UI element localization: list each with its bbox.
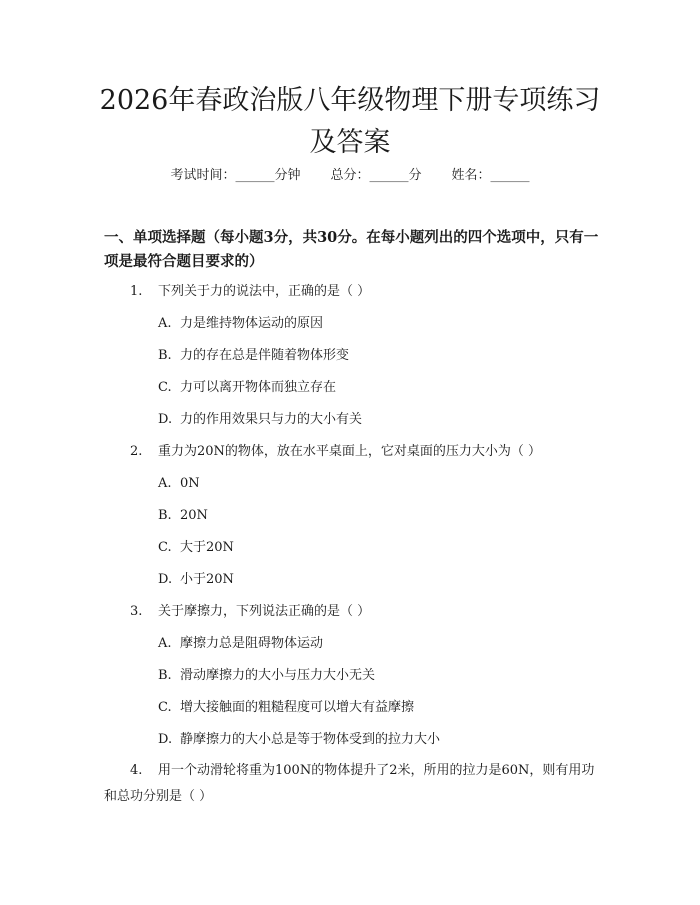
question-4 [104, 758, 600, 810]
option-letter: B. [158, 668, 172, 683]
option-letter: C. [158, 700, 172, 715]
option-text: 摩擦力总是阻碍物体运动 [180, 636, 324, 651]
page-title: 2026年春政治版八年级物理下册专项练习及答案 [99, 85, 601, 158]
option-text: 静摩擦力的大小总是等于物体受到的拉力大小 [180, 732, 441, 747]
option [158, 474, 200, 494]
question-number: 2. [130, 444, 143, 459]
option [158, 730, 440, 750]
option [158, 378, 336, 398]
option [158, 634, 323, 654]
option-letter: C. [158, 540, 172, 555]
option-text: 力的作用效果只与力的大小有关 [180, 412, 363, 427]
option [158, 666, 375, 686]
question-text: 下列关于力的说法中，正确的是（ ） [158, 284, 371, 299]
option-text: 20N [180, 508, 208, 523]
student-name-label: 姓名：______ [451, 168, 530, 183]
section-heading: 一、单项选择题（每小题3分，共30分。在每小题列出的四个选项中，只有一项是最符合题目要求的） [104, 229, 599, 270]
option-text: 大于20N [180, 540, 234, 555]
question-1 [130, 282, 370, 302]
question-number: 4. [130, 763, 143, 778]
option-letter: D. [158, 732, 173, 747]
option-text: 滑动摩擦力的大小与压力大小无关 [180, 668, 376, 683]
option-letter: D. [158, 412, 173, 427]
option [158, 346, 349, 366]
question-2 [130, 442, 541, 462]
question-text: 关于摩擦力，下列说法正确的是（ ） [158, 604, 371, 619]
option-text: 小于20N [180, 572, 234, 587]
option-letter: D. [158, 572, 173, 587]
option-letter: C. [158, 380, 172, 395]
option-text: 力可以离开物体而独立存在 [180, 380, 337, 395]
option-letter: B. [158, 508, 172, 523]
total-score-label: 总分：______分 [330, 168, 422, 183]
exam-time-label: 考试时间：______分钟 [170, 168, 301, 183]
option-letter: B. [158, 348, 172, 363]
question-3 [130, 602, 370, 622]
option [158, 314, 323, 334]
option-text: 力是维持物体运动的原因 [180, 316, 324, 331]
option-letter: A. [158, 636, 172, 651]
option [158, 410, 362, 430]
option-letter: A. [158, 476, 172, 491]
option-letter: A. [158, 316, 172, 331]
option [158, 506, 208, 526]
option [158, 698, 414, 718]
option-text: 增大接触面的粗糙程度可以增大有益摩擦 [180, 700, 415, 715]
option [158, 570, 234, 590]
question-text: 重力为20N的物体，放在水平桌面上，它对桌面的压力大小为（ ） [158, 444, 542, 459]
question-number: 3. [130, 604, 143, 619]
option-text: 0N [180, 476, 200, 491]
question-number: 1. [130, 284, 143, 299]
option [158, 538, 234, 558]
question-text: 用一个动滑轮将重为100N的物体提升了2米，所用的拉力是60N，则有用功和总功分别是（ ） [104, 763, 595, 804]
exam-meta [0, 166, 700, 186]
option-text: 力的存在总是伴随着物体形变 [180, 348, 350, 363]
